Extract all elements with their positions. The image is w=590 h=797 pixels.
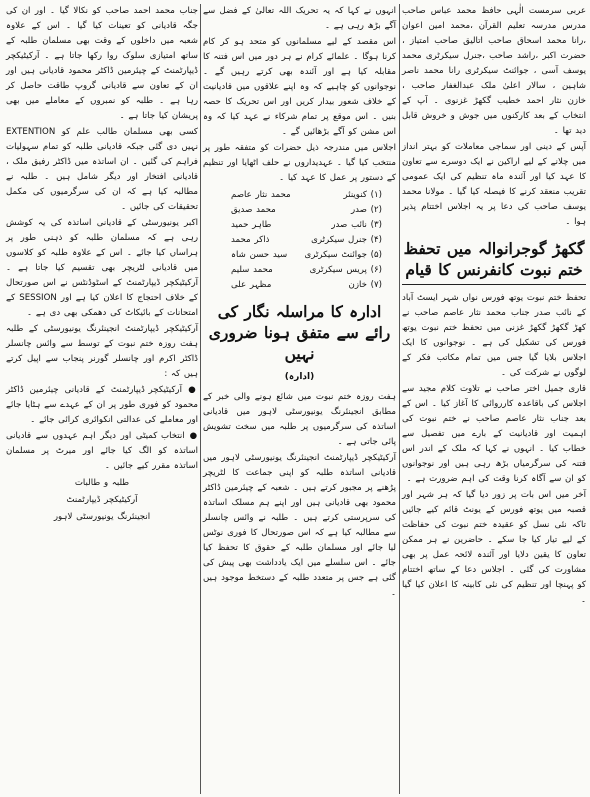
person-name: محمد صدیق bbox=[231, 205, 276, 215]
post-label: (۵) جوائنٹ سیکرٹری bbox=[304, 250, 382, 260]
paragraph: انہوں نے کہا کہ یہ تحریک اللہ تعالیٰ کے فضل سے آگے بڑھ رہی ہے ۔ bbox=[203, 6, 396, 31]
demand-text: انتخاب کمیٹی اور دیگر اہم عہدوں سے قادیانی اساتذہ کو الگ کیا جائے اور میرٹ پر مسلمان اساتذہ مقرر کیے جائیں ۔ bbox=[6, 431, 198, 471]
demand-item bbox=[6, 429, 198, 474]
signature-line: طلبہ و طالبات bbox=[74, 478, 130, 488]
person-name: سید حسن شاہ bbox=[231, 250, 288, 260]
right-column bbox=[402, 4, 586, 609]
middle-column bbox=[203, 4, 396, 602]
person-name: مظہر علی bbox=[231, 280, 272, 290]
paragraph: آپس کے دینی اور سماجی معاملات کو بہتر انداز میں چلانے کے لیے اراکین نے ایک دوسرے سے تعاون کا عہد کیا اور آئندہ ماہ تنظیم کی ایک عمومی تقریب منعقد کرنے کا فیصلہ کیا گیا ۔ مولانا محمد یوسف صاحب کی دعا پر یہ اجلاس اختتام پذیر ہوا ۔ bbox=[402, 142, 586, 227]
person-name: طاہر حمید bbox=[231, 220, 272, 230]
signature-line: انجینئرنگ یونیورسٹی لاہور bbox=[53, 512, 151, 522]
column-divider bbox=[399, 4, 400, 794]
paragraph: ہفت روزہ ختم نبوت میں شائع ہونے والی خبر کے مطابق انجینئرنگ یونیورسٹی لاہور میں قادیانی اساتذہ کی سرگرمیوں پر طلبہ میں سخت تشویش پائی جاتی ہے ۔ bbox=[203, 392, 396, 447]
paragraph: جناب محمد احمد صاحب کو نکالا گیا ۔ اور ان کی جگہ قادیانی کو تعینات کیا گیا ۔ اس کے علاوہ شعبہ میں داخلوں کے وقت بھی مسلمان طلبہ کے ساتھ امتیازی سلوک روا رکھا جاتا ہے ۔ آرکیٹیکچر ڈیپارٹمنٹ کے چیئرمین ڈاکٹر محمود قادیانی ہیں اور ان کے تعاون سے قادیانی گروپ طاقت حاصل کر رہا ہے ۔ طلبہ کو نمبروں کے معاملے میں بھی پریشان کیا جاتا ہے ۔ bbox=[6, 6, 198, 121]
office-bearer-row bbox=[203, 278, 396, 293]
article-headline: گکھڑ گوجرانوالہ میں تحفظ ختم نبوت کانفرنس کا قیام bbox=[402, 238, 586, 285]
paragraph: اکبر یونیورسٹی کے قادیانی اساتذہ کی یہ کوشش رہی ہے کہ مسلمان طلبہ کو ذہنی طور پر ہراساں کیا جائے ۔ اس کے علاوہ طلبہ کو کلاسوں میں قادیانی لٹریچر بھی تقسیم کیا جاتا ہے ۔ آرکیٹیکچر ڈیپارٹمنٹ کے اسٹوڈنٹس نے اس صورتحال کے خلاف احتجاج کا اعلان کیا ہے اور SESSION کے امتحانات کے بائیکاٹ کی دھمکی بھی دی ہے ۔ bbox=[6, 218, 199, 318]
office-bearer-row bbox=[203, 218, 396, 233]
column-divider bbox=[200, 4, 201, 794]
bullet-icon: ● bbox=[184, 431, 198, 441]
left-column bbox=[6, 4, 198, 525]
office-bearer-row bbox=[203, 188, 396, 203]
article-subhead: (ادارہ) bbox=[284, 372, 315, 382]
office-bearer-row bbox=[203, 263, 396, 278]
paragraph: آرکیٹیکچر ڈیپارٹمنٹ انجینئرنگ یونیورسٹی لاہور میں قادیانی اساتذہ طلبہ کو اپنی جماعت کا لٹریچر پڑھنے پر مجبور کرتے ہیں ۔ شعبہ کے چیئرمین ڈاکٹر محمود بھی قادیانی ہیں اور اپنے ہم مسلک اساتذہ کی سرپرستی کرتے ہیں ۔ طلبہ نے وائس چانسلر سے مطالبہ کیا ہے کہ اس صورتحال کا فوری نوٹس لیا جائے اور مسلمان طلبہ کے حقوق کا تحفظ کیا جائے ۔ اس سلسلے میں ایک یادداشت بھی پیش کی گئی ہے جس پر متعدد طلبہ کے دستخط موجود ہیں ۔ bbox=[203, 453, 396, 598]
office-bearer-row bbox=[203, 203, 396, 218]
paragraph: آخر میں اس بات پر زور دیا گیا کہ ہر شہر اور قصبہ میں یوتھ فورس کے یونٹ قائم کیے جائیں تاکہ نئی نسل کو عقیدہ ختم نبوت کی حفاظت کے لیے تیار کیا جا سکے ۔ حاضرین نے ہر ممکن تعاون کا یقین دلایا اور آئندہ لائحہ عمل پر بھی مشاورت کی گئی ۔ اجلاس دعا کے ساتھ اختتام کو پہنچا اور تنظیم کی نئی کابینہ کا اعلان کیا گیا ۔ bbox=[402, 490, 586, 605]
post-label: (۷) خازن bbox=[348, 280, 382, 290]
paragraph: تحفظ ختم نبوت یوتھ فورس نواں شہر ایسٹ آباد کے نائب صدر جناب محمد نثار عاصم صاحب نے کھڑ گکھڑ گکھڑ غزنی میں تحفظ ختم نبوت یوتھ فورس کی تشکیل کی ہے ۔ نوجوانوں کا ایک اجلاس بلایا گیا جس میں تمام مکاتب فکر کے لوگوں نے شرکت کی ۔ bbox=[402, 293, 586, 378]
paragraph: کسی بھی مسلمان طالب علم کو EXTENTION نہیں دی گئی جبکہ قادیانی طلبہ کو تمام سہولیات فراہم کی گئیں ۔ ان اساتذہ میں ڈاکٹر رفیق ملک ، قادیانی افتخار اور دیگر شامل ہیں ۔ طلبہ نے مطالبہ کیا ہے کہ ان کی سرگرمیوں کی مکمل تحقیقات کی جائیں ۔ bbox=[6, 127, 198, 212]
post-label: (۳) نائب صدر bbox=[331, 220, 382, 230]
paragraph: آرکیٹیکچر ڈیپارٹمنٹ انجینئرنگ یونیورسٹی کے طلبہ ہفت روزہ ختم نبوت کے توسط سے وائس چانسلر ڈاکٹر اکرم اور چانسلر گورنر پنجاب سے اپیل کرتے ہیں کہ : bbox=[6, 324, 198, 379]
person-name: محمد نثار عاصم bbox=[231, 190, 291, 200]
office-bearers-list bbox=[203, 188, 396, 293]
paragraph: قاری جمیل اختر صاحب نے تلاوت کلام مجید سے اجلاس کی باقاعدہ کارروائی کا آغاز کیا ۔ اس کے بعد جناب نثار عاصم صاحب نے ختم نبوت کی اہمیت اور قادیانیت کے بارے میں تفصیل سے خطاب کیا ۔ انہوں نے کہا کہ ملک کے اندر اس فتنہ کی سرگرمیاں بڑھ رہی ہیں اور نوجوانوں کو ان سے آگاہ کرنا وقت کی اہم ضرورت ہے ۔ bbox=[402, 384, 586, 484]
person-name: محمد سلیم bbox=[231, 265, 273, 275]
post-label: (۶) پریس سیکرٹری bbox=[309, 265, 382, 275]
bullet-icon: ● bbox=[181, 385, 198, 395]
paragraph: عربی سرمست الٰہی حافظ محمد عباس صاحب مدرس مدرسہ تعلیم القرآن ،محمد امین اعوان ،رانا محمد اسحاق صاحب اتالیق صاحب امتیاز ، حضرت اکبر ،راشد صاحب ،جنرل سیکرٹری محمد یوسف آسی ، جوائنٹ سیکرٹری رانا محمد ناصر شاہین ، سالار اعلیٰ ملک عبدالغفار صاحب ، خازن نثار احمد خطیب گکھڑ غزنوی ۔ آپ کے انتخاب کے بعد کارکنوں میں جوش و خروش قابل دید تھا ۔ bbox=[402, 6, 586, 136]
post-label: (۲) صدر bbox=[350, 205, 382, 215]
demand-text: آرکیٹیکچر ڈیپارٹمنٹ کے قادیانی چیئرمین ڈاکٹر محمود کو فوری طور پر ان کے عہدے سے ہٹایا جائے اور معاملے کی عدالتی انکوائری کرائی جائے ۔ bbox=[6, 385, 198, 425]
post-label: (۴) جنرل سیکرٹری bbox=[311, 235, 382, 245]
demand-item bbox=[6, 383, 198, 428]
person-name: ذاکر محمد bbox=[231, 235, 270, 245]
signature-line: آرکیٹیکچر ڈیپارٹمنٹ bbox=[66, 495, 138, 505]
article-headline: ادارہ کا مراسلہ نگار کی رائے سے متفق ہونا ضروری نہیں bbox=[208, 302, 391, 363]
office-bearer-row bbox=[203, 233, 396, 248]
office-bearer-row bbox=[203, 248, 396, 263]
paragraph: اجلاس میں مندرجہ ذیل حضرات کو متفقہ طور پر منتخب کیا گیا ۔ عہدیداروں نے حلف اٹھایا اور تنظیم کے دستور پر عمل کا عہد کیا ۔ bbox=[203, 143, 396, 183]
post-label: (۱) کنوینئر bbox=[343, 190, 382, 200]
paragraph: اس مقصد کے لیے مسلمانوں کو متحد ہو کر کام کرنا ہوگا ۔ علمائے کرام نے ہر دور میں اس فتنہ کا مقابلہ کیا ہے اور آئندہ بھی کرتے رہیں گے ۔ نوجوانوں کو چاہیے کہ وہ اپنے علاقوں میں قادیانیت کے خلاف شعور بیدار کریں اور اس تحریک کا حصہ بنیں ۔ اس موقع پر تمام شرکاء نے عہد کیا کہ وہ اس مشن کو آگے بڑھائیں گے ۔ bbox=[203, 37, 396, 137]
